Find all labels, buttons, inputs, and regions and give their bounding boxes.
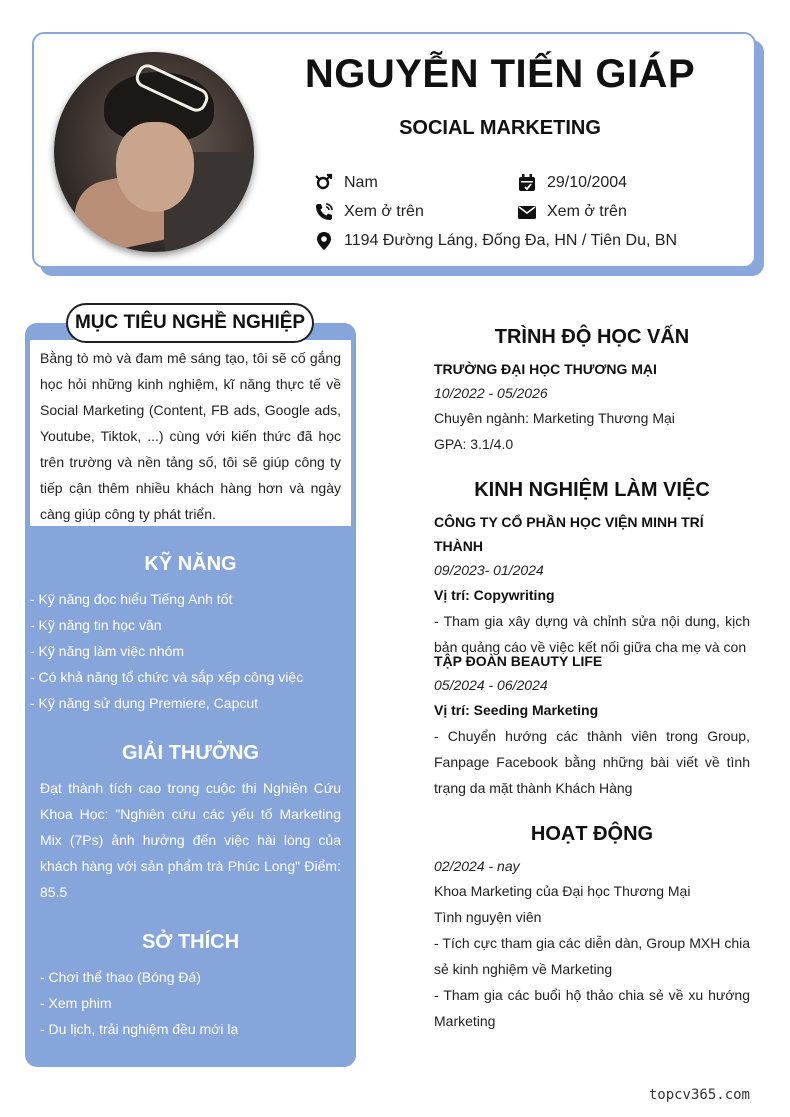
list-item: - Có khả năng tổ chức và sắp xếp công việc [30,669,304,685]
birthday-info [517,173,627,193]
skills-list [30,586,350,716]
awards-title: GIẢI THƯỞNG [122,742,259,764]
phone-info [314,202,424,222]
objective-title: MỤC TIÊU NGHỀ NGHIỆP [66,303,314,343]
phone-icon [314,202,334,222]
activity-role: Tình nguyện viên [434,909,542,925]
experience-job-1 [434,510,750,660]
calendar-icon [517,173,537,193]
objective-text: Bằng tò mò và đam mê sáng tạo, tôi sẽ cố gắng học hỏi những kinh nghiệm, kĩ năng thực tế về Social Marketing (Content, FB ads, Google ads, Youtube, Tiktok, ...) cùng với kiến thức đã học trên trường và nền tảng số, tôi sẽ giúp công ty tiếp cận thêm nhiều khách hàng hơn và ngày càng giúp công ty phát triển. [40,350,341,522]
address-info [314,231,677,251]
candidate-name: NGUYỄN TIẾN GIÁP [304,52,696,96]
gender-value: Nam [344,174,378,191]
awards-text: Đạt thành tích cao trong cuộc thi Nghiên Cứu Khoa Học: "Nghiên cứu các yếu tố Marketing Mix (7Ps) ảnh hưởng đến việc hài lòng của khách hàng với sản phẩm trà Phúc Long" Điểm: 85.5 [40,780,341,900]
list-item: - Tham gia các buổi hộ thảo chia sẻ về xu hướng Marketing [434,987,750,1029]
list-item: - Kỹ năng làm việc nhóm [30,643,185,659]
job-description: - Tham gia xây dựng và chỉnh sửa nội dung, kịch bản quảng cáo về việc kết nối giữa cha mẹ và con [434,613,750,655]
address-value: 1194 Đường Láng, Đống Đa, HN / Tiên Du, BN [344,232,678,249]
list-item: - Kỹ năng sử dụng Premiere, Capcut [30,695,259,711]
list-item: - Kỹ năng đọc hiểu Tiếng Anh tốt [30,591,233,607]
school-name: TRƯỜNG ĐẠI HỌC THƯƠNG MẠI [434,361,657,377]
skills-title: KỸ NĂNG [144,553,237,575]
avatar [54,52,254,252]
email-info [517,202,627,222]
experience-title: KINH NGHIỆM LÀM VIỆC [474,479,710,501]
education-title: TRÌNH ĐỘ HỌC VẤN [494,326,690,348]
email-icon [517,202,537,222]
activity-org: Khoa Marketing của Đại học Thương Mại [434,883,691,899]
phone-value: Xem ở trên [344,203,424,220]
job-role: Vị trí: Copywriting [434,587,555,603]
job-role: Vị trí: Seeding Marketing [434,702,599,718]
experience-job-2 [434,649,750,801]
job-date: 05/2024 - 06/2024 [434,677,548,693]
list-item: - Du lịch, trải nghiệm đều mới lạ [40,1021,239,1037]
footer-watermark: topcv365.com [648,1087,750,1103]
activities-title: HOẠT ĐỘNG [530,823,654,845]
education-major: Chuyên ngành: Marketing Thương Mại [434,410,675,426]
education-date: 10/2022 - 05/2026 [434,385,548,401]
job-description: - Chuyển hướng các thành viên trong Group, Fanpage Facebook bằng những bài viết về tình trạng da mặt thành Khách Hàng [434,728,750,796]
hobbies-title: SỞ THÍCH [141,931,240,953]
company-name: CÔNG TY CỔ PHẦN HỌC VIỆN MINH TRÍ THÀNH [434,514,704,554]
job-date: 09/2023- 01/2024 [434,562,544,578]
education-gpa: GPA: 3.1/4.0 [434,436,514,452]
list-item: - Kỹ năng tin học văn [30,617,162,633]
gender-icon [314,173,334,193]
company-name: TẬP ĐOÀN BEAUTY LIFE [434,653,603,669]
hobbies-list [40,964,340,1042]
list-item: - Xem phim [40,995,112,1011]
education-block [434,357,750,457]
birthday-value: 29/10/2004 [547,174,628,191]
email-value: Xem ở trên [547,203,627,220]
activities-block [434,854,750,1034]
gender-info [314,173,378,193]
location-icon [314,231,334,251]
list-item: - Chơi thể thao (Bóng Đá) [40,969,201,985]
list-item: - Tích cực tham gia các diễn dàn, Group MXH chia sẻ kinh nghiệm về Marketing [434,935,750,977]
job-title: SOCIAL MARKETING [399,117,601,139]
activity-date: 02/2024 - nay [434,858,520,874]
